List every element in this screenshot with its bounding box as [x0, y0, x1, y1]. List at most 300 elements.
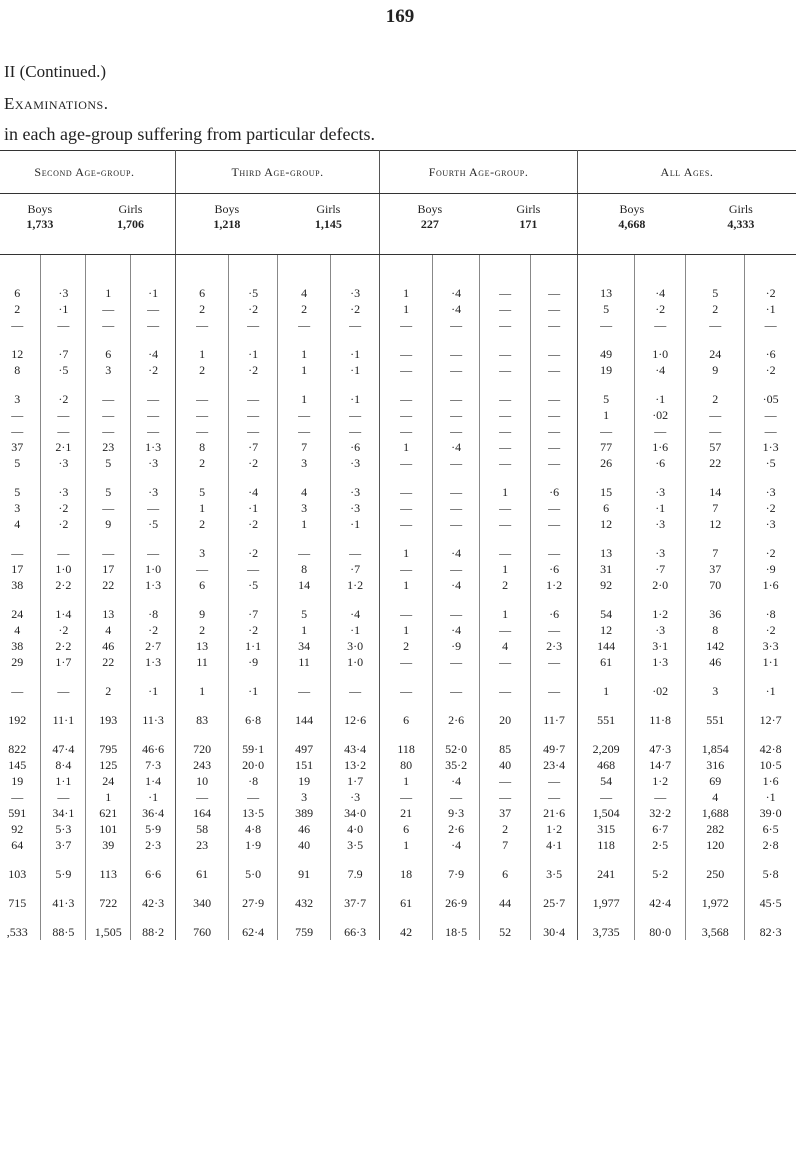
table-cell: —: [531, 532, 578, 561]
table-cell: 8: [686, 622, 745, 638]
table-cell: —: [229, 378, 278, 407]
table-row: [0, 317, 796, 333]
table-cell: 2·2: [41, 577, 86, 593]
table-cell: 2: [686, 378, 745, 407]
table-cell: 3,735: [578, 911, 635, 940]
table-cell: 1: [86, 789, 131, 805]
subheader-count: 1,218: [213, 217, 241, 231]
table-cell: 22: [86, 577, 131, 593]
table-cell: 7·9: [433, 853, 480, 882]
table-cell: —: [331, 670, 380, 699]
table-cell: ·8: [765, 606, 776, 621]
table-cell: ·2: [765, 622, 776, 637]
table-cell: ·3: [635, 471, 686, 500]
table-cell: ·2: [331, 301, 380, 317]
table-row: [0, 362, 796, 378]
table-cell: 11·8: [635, 699, 686, 728]
table-cell: —: [531, 654, 578, 670]
table-cell: 5·0: [229, 853, 278, 882]
table-cell: 13: [86, 593, 131, 622]
table-cell: 29: [0, 654, 41, 670]
table-cell: ·5: [131, 516, 176, 532]
table-cell: 36·4: [131, 805, 176, 821]
table-row: [0, 882, 796, 911]
table-cell: 1·1: [229, 638, 278, 654]
table-cell: —: [764, 407, 777, 422]
table-cell: 7·3: [131, 757, 176, 773]
table-row: [0, 593, 796, 622]
table-cell: 19: [578, 362, 635, 378]
table-cell: —: [131, 500, 176, 516]
table-cell: —: [480, 516, 531, 532]
table-cell: ·1: [229, 333, 278, 362]
table-cell: —: [480, 654, 531, 670]
table-cell: 10·5: [759, 757, 782, 772]
table-cell: 80·0: [635, 911, 686, 940]
table-cell: 1: [480, 561, 531, 577]
table-cell: 2,209: [578, 728, 635, 757]
table-cell: 3: [278, 500, 331, 516]
table-cell: 2·3: [131, 837, 176, 853]
table-row: [0, 471, 796, 500]
table-cell: ·3: [331, 471, 380, 500]
table-cell: —: [380, 500, 433, 516]
page-number: 169: [385, 6, 415, 27]
table-cell: ·2: [131, 622, 176, 638]
table-cell: 24: [86, 773, 131, 789]
table-cell: —: [86, 301, 131, 317]
table-cell: 1·3: [762, 439, 779, 454]
table-cell: —: [380, 423, 433, 439]
table-cell: ·02: [635, 670, 686, 699]
table-cell: 118: [578, 837, 635, 853]
table-cell: 18: [380, 853, 433, 882]
table-cell: ·3: [131, 455, 176, 471]
spacer-row: [0, 255, 796, 286]
table-cell: 3·0: [331, 638, 380, 654]
table-cell: 760: [176, 911, 229, 940]
table-cell: 38: [0, 638, 41, 654]
table-cell: 21: [380, 805, 433, 821]
table-cell: —: [480, 378, 531, 407]
table-cell: —: [176, 378, 229, 407]
group-header-second: Second Age-group.: [0, 151, 176, 194]
table-cell: 1,688: [686, 805, 745, 821]
subheader-third-girls: [278, 194, 380, 255]
table-cell: —: [380, 407, 433, 423]
table-cell: 44: [480, 882, 531, 911]
table-cell: 39·0: [759, 805, 782, 820]
table-cell: ·1: [331, 622, 380, 638]
table-cell: —: [531, 500, 578, 516]
table-cell: 551: [578, 699, 635, 728]
table-cell: —: [278, 670, 331, 699]
table-cell: ·3: [765, 484, 776, 499]
table-cell: —: [480, 301, 531, 317]
table-cell: 103: [0, 853, 41, 882]
table-cell: —: [0, 317, 41, 333]
table-cell: 1·6: [762, 577, 779, 592]
table-cell: 1·2: [531, 577, 578, 593]
table-cell: 389: [278, 805, 331, 821]
table-cell: 11·3: [131, 699, 176, 728]
table-cell: —: [86, 407, 131, 423]
table-cell: 1·2: [331, 577, 380, 593]
table-cell: 61: [176, 853, 229, 882]
table-cell: —: [0, 670, 41, 699]
table-cell: —: [176, 423, 229, 439]
table-cell: 40: [278, 837, 331, 853]
table-cell: ·8: [131, 593, 176, 622]
table-cell: 1: [380, 622, 433, 638]
table-cell: 3: [0, 378, 41, 407]
table-cell: 1: [278, 622, 331, 638]
table-cell: 2: [86, 670, 131, 699]
table-cell: 37: [686, 561, 745, 577]
table-cell: —: [229, 789, 278, 805]
table-cell: 36: [686, 593, 745, 622]
table-cell: 92: [578, 577, 635, 593]
table-cell: 795: [86, 728, 131, 757]
table-cell: 193: [86, 699, 131, 728]
table-cell: 8: [278, 561, 331, 577]
table-cell: ·2: [229, 362, 278, 378]
table-cell: 1: [176, 333, 229, 362]
table-cell: 3·1: [635, 638, 686, 654]
table-cell: —: [41, 317, 86, 333]
table-row: [0, 773, 796, 789]
table-cell: 551: [686, 699, 745, 728]
table-cell: —: [433, 593, 480, 622]
table-cell: 37: [0, 439, 41, 455]
table-cell: 1·7: [41, 654, 86, 670]
table-cell: —: [578, 789, 635, 805]
table-cell: —: [86, 317, 131, 333]
table-cell: 19: [278, 773, 331, 789]
table-cell: ·9: [765, 561, 776, 576]
table-cell: ·1: [331, 362, 380, 378]
subheader-label: Girls: [118, 202, 143, 216]
table-row: [0, 439, 796, 455]
table-cell: ·2: [765, 545, 776, 560]
table-row: [0, 821, 796, 837]
table-cell: 7: [278, 439, 331, 455]
group-header-row: [0, 151, 796, 194]
table-cell: 1: [86, 285, 131, 301]
table-row: [0, 333, 796, 362]
table-cell: —: [41, 789, 86, 805]
table-cell: 9: [686, 362, 745, 378]
table-cell: —: [531, 317, 578, 333]
table-row: [0, 728, 796, 757]
table-cell: ·2: [229, 532, 278, 561]
table-cell: —: [131, 378, 176, 407]
table-cell: 91: [278, 853, 331, 882]
subheader-label: Boys: [214, 202, 240, 216]
table-cell: ·6: [531, 561, 578, 577]
table-cell: 4·1: [531, 837, 578, 853]
table-row: [0, 561, 796, 577]
table-cell: 11: [176, 654, 229, 670]
table-cell: ·4: [433, 301, 480, 317]
table-cell: ·7: [331, 561, 380, 577]
table-cell: 54: [578, 773, 635, 789]
table-cell: 1: [278, 378, 331, 407]
table-cell: ·6: [635, 455, 686, 471]
table-cell: 4·8: [229, 821, 278, 837]
table-cell: ·9: [433, 638, 480, 654]
table-row: [0, 622, 796, 638]
table-cell: 1·4: [41, 593, 86, 622]
table-cell: —: [41, 423, 86, 439]
table-cell: —: [131, 407, 176, 423]
table-body: [0, 255, 796, 941]
table-cell: 17: [86, 561, 131, 577]
table-cell: 27·9: [229, 882, 278, 911]
table-cell: 3·5: [531, 853, 578, 882]
table-cell: 1: [578, 407, 635, 423]
table-cell: ·7: [229, 593, 278, 622]
group-header-fourth: Fourth Age-group.: [380, 151, 578, 194]
subheader-second-boys: [0, 194, 86, 255]
table-cell: 42: [380, 911, 433, 940]
table-cell: —: [531, 333, 578, 362]
table-cell: ·4: [635, 362, 686, 378]
table-cell: 31: [578, 561, 635, 577]
table-cell: 12: [578, 516, 635, 532]
table-cell: ·6: [331, 439, 380, 455]
table-cell: —: [380, 471, 433, 500]
table-cell: 42·3: [131, 882, 176, 911]
table-cell: ·1: [331, 516, 380, 532]
table-cell: 5·9: [41, 853, 86, 882]
table-cell: —: [433, 471, 480, 500]
table-cell: 46·6: [131, 728, 176, 757]
table-cell: ·2: [635, 301, 686, 317]
table-cell: —: [0, 789, 41, 805]
table-cell: 3,568: [686, 911, 745, 940]
table-cell: 13·2: [331, 757, 380, 773]
table-cell: 1·0: [635, 333, 686, 362]
table-cell: 52·0: [433, 728, 480, 757]
table-cell: 34: [278, 638, 331, 654]
table-cell: 18·5: [433, 911, 480, 940]
table-cell: ·1: [41, 301, 86, 317]
table-cell: 4: [0, 516, 41, 532]
table-cell: 1: [278, 362, 331, 378]
table-cell: 1,972: [686, 882, 745, 911]
table-cell: —: [480, 455, 531, 471]
table-cell: 5: [686, 285, 745, 301]
table-cell: —: [380, 516, 433, 532]
table-cell: 4: [278, 471, 331, 500]
table-cell: ·3: [41, 455, 86, 471]
table-cell: ·3: [41, 471, 86, 500]
table-cell: 9: [176, 593, 229, 622]
table-cell: 45·5: [759, 895, 782, 910]
table-cell: ·3: [635, 516, 686, 532]
table-cell: 3: [0, 500, 41, 516]
table-cell: ·3: [331, 455, 380, 471]
table-cell: 1·6: [635, 439, 686, 455]
table-cell: 5: [86, 471, 131, 500]
table-cell: ·2: [765, 362, 776, 377]
table-cell: —: [278, 407, 331, 423]
table-cell: 5: [278, 593, 331, 622]
table-cell: 11·1: [41, 699, 86, 728]
table-cell: ·1: [331, 333, 380, 362]
table-cell: 64: [0, 837, 41, 853]
subheader-count: 4,333: [727, 217, 755, 231]
table-cell: ·1: [131, 789, 176, 805]
subheader-count: 4,668: [618, 217, 646, 231]
table-cell: 26·9: [433, 882, 480, 911]
table-cell: 6: [380, 821, 433, 837]
table-cell: —: [131, 301, 176, 317]
table-cell: 12·6: [331, 699, 380, 728]
table-cell: 591: [0, 805, 41, 821]
table-cell: 1: [380, 837, 433, 853]
subheader-count: 171: [519, 217, 538, 231]
table-cell: —: [131, 423, 176, 439]
table-cell: 5·8: [762, 866, 779, 881]
table-cell: ·4: [433, 439, 480, 455]
table-cell: —: [176, 407, 229, 423]
table-cell: 118: [380, 728, 433, 757]
table-cell: 77: [578, 439, 635, 455]
table-cell: 2: [176, 362, 229, 378]
table-cell: —: [229, 561, 278, 577]
table-cell: ·2: [229, 516, 278, 532]
table-cell: 432: [278, 882, 331, 911]
table-cell: —: [635, 789, 686, 805]
subheader-label: Boys: [417, 202, 443, 216]
table-cell: —: [278, 532, 331, 561]
table-cell: 6: [86, 333, 131, 362]
table-cell: —: [380, 593, 433, 622]
table-cell: 722: [86, 882, 131, 911]
table-cell: ·2: [41, 500, 86, 516]
table-cell: 66·3: [331, 911, 380, 940]
subheader-label: Boys: [619, 202, 645, 216]
table-cell: 43·4: [331, 728, 380, 757]
table-cell: 241: [578, 853, 635, 882]
table-row: [0, 423, 796, 439]
table-cell: —: [380, 654, 433, 670]
table-cell: 22: [86, 654, 131, 670]
table-cell: 1·2: [635, 593, 686, 622]
table-cell: 88·2: [131, 911, 176, 940]
table-cell: 88·5: [41, 911, 86, 940]
table-cell: 1·2: [635, 773, 686, 789]
table-cell: 720: [176, 728, 229, 757]
table-cell: 49·7: [531, 728, 578, 757]
table-cell: —: [480, 285, 531, 301]
table-cell: ·1: [131, 285, 176, 301]
table-cell: ·4: [331, 593, 380, 622]
table-cell: 5: [0, 471, 41, 500]
table-cell: 5: [176, 471, 229, 500]
table-cell: —: [229, 423, 278, 439]
table-cell: ·7: [41, 333, 86, 362]
table-cell: 1·2: [531, 821, 578, 837]
table-cell: ·5: [41, 362, 86, 378]
table-cell: 5: [578, 378, 635, 407]
table-cell: ·4: [131, 333, 176, 362]
table-cell: 3: [278, 789, 331, 805]
table-cell: ·3: [635, 622, 686, 638]
table-cell: 151: [278, 757, 331, 773]
table-cell: —: [86, 423, 131, 439]
table-cell: —: [433, 362, 480, 378]
table-cell: —: [380, 789, 433, 805]
table-cell: 26: [578, 455, 635, 471]
table-cell: 6: [0, 285, 41, 301]
table-row: [0, 654, 796, 670]
table-cell: —: [229, 407, 278, 423]
table-row: [0, 378, 796, 407]
table-cell: 250: [686, 853, 745, 882]
table-cell: ·3: [331, 500, 380, 516]
table-cell: 144: [578, 638, 635, 654]
table-cell: 13: [578, 285, 635, 301]
table-cell: —: [41, 407, 86, 423]
table-cell: —: [433, 407, 480, 423]
table-cell: 113: [86, 853, 131, 882]
table-cell: 1: [278, 516, 331, 532]
table-cell: 46: [278, 821, 331, 837]
table-cell: 8·4: [41, 757, 86, 773]
table-cell: 24: [0, 593, 41, 622]
subheader-second-girls: [86, 194, 176, 255]
table-cell: 25·7: [531, 882, 578, 911]
table-cell: 15: [578, 471, 635, 500]
table-cell: 83: [176, 699, 229, 728]
table-cell: 1·1: [762, 654, 779, 669]
table-cell: 1: [278, 333, 331, 362]
table-cell: 2·2: [41, 638, 86, 654]
table-cell: 1·4: [131, 773, 176, 789]
table-cell: —: [229, 317, 278, 333]
table-row: [0, 789, 796, 805]
table-cell: 9: [86, 516, 131, 532]
table-cell: ·6: [531, 471, 578, 500]
table-cell: 1: [380, 285, 433, 301]
table-cell: 145: [0, 757, 41, 773]
table-cell: —: [176, 561, 229, 577]
table-cell: ·3: [131, 471, 176, 500]
table-cell: 49: [578, 333, 635, 362]
subheader-label: Boys: [27, 202, 53, 216]
table-cell: 47·3: [635, 728, 686, 757]
table-cell: 8: [176, 439, 229, 455]
table-cell: ·3: [765, 516, 776, 531]
table-cell: 1·1: [41, 773, 86, 789]
table-cell: ·2: [229, 455, 278, 471]
subheader-fourth-boys: [380, 194, 480, 255]
table-row: [0, 670, 796, 699]
table-cell: 54: [578, 593, 635, 622]
table-cell: 4·0: [331, 821, 380, 837]
table-cell: 101: [86, 821, 131, 837]
table-cell: 2: [480, 577, 531, 593]
table-cell: ·6: [765, 346, 776, 361]
table-cell: 3·7: [41, 837, 86, 853]
table-cell: 2·8: [762, 837, 779, 852]
table-cell: 120: [686, 837, 745, 853]
table-row: [0, 407, 796, 423]
table-cell: —: [331, 317, 380, 333]
